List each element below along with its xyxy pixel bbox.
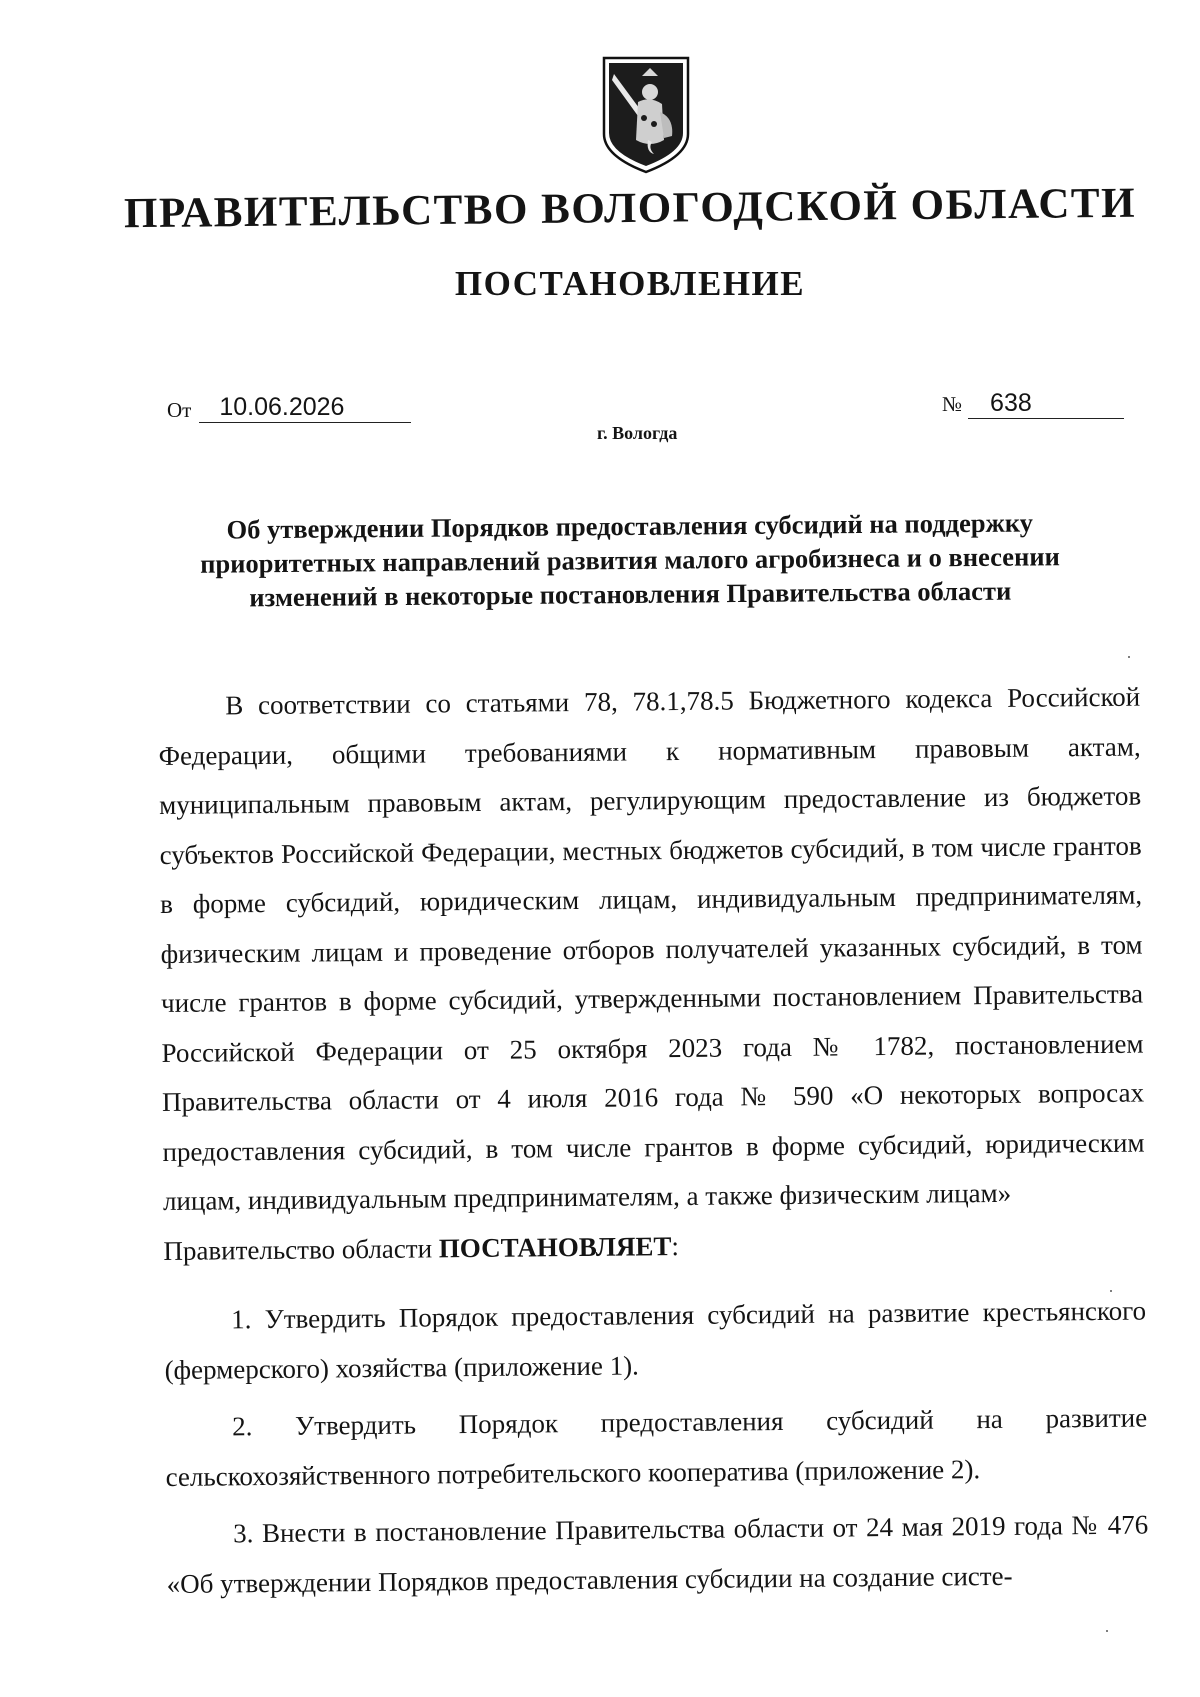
number-value: 638 bbox=[968, 388, 1124, 419]
scan-speck bbox=[1110, 1290, 1112, 1292]
date-field bbox=[167, 392, 411, 423]
resolves-suffix: : bbox=[671, 1230, 680, 1261]
government-title: ПРАВИТЕЛЬСТВО ВОЛОГОДСКОЙ ОБЛАСТИ bbox=[123, 179, 1137, 238]
item-2-paragraph: 2. Утвердить Порядок предоставления субсидий на развитие сельскохозяйственного потребительского кооператива (приложение 2). bbox=[165, 1402, 1148, 1492]
resolves-word: ПОСТАНОВЛЯЕТ bbox=[438, 1230, 672, 1263]
date-value: 10.06.2026 bbox=[199, 392, 411, 423]
scan-speck bbox=[1128, 656, 1130, 658]
document-body bbox=[158, 673, 1149, 1609]
number-label: № bbox=[942, 392, 963, 416]
item-1-paragraph: 1. Утвердить Порядок предоставления субсидий на развитие крестьянского (фермерского) хозяйства (приложение 1). bbox=[164, 1295, 1147, 1385]
document-subject: Об утверждении Порядков предоставления субсидий на поддержку приоритетных направлений развития малого агробизнеса и о внесении изменений в некоторые постановления Правительства области bbox=[200, 507, 1060, 613]
resolves-prefix: Правительство области bbox=[163, 1232, 439, 1266]
resolves-paragraph bbox=[163, 1217, 1145, 1276]
coat-of-arms-emblem bbox=[598, 52, 694, 174]
date-label: От bbox=[167, 398, 192, 422]
number-field bbox=[942, 388, 1124, 419]
document-type: ПОСТАНОВЛЕНИЕ bbox=[454, 264, 806, 303]
scan-speck bbox=[1106, 1630, 1108, 1632]
item-3-paragraph: 3. Внести в постановление Правительства области от 24 мая 2019 года № 476 «Об утверждении Порядков предоставления субсидии на создание систе- bbox=[166, 1509, 1149, 1599]
city-label: г. Вологда bbox=[597, 423, 678, 443]
preamble-paragraph: В соответствии со статьями 78, 78.1,78.5 Бюджетного кодекса Российской Федерации, общими требованиями к нормативным правовым актам, муниципальным правовым актам, регулирующим предоставление из бюджетов субъектов Российской Федерации, местных бюджетов субсидий, в том числе грантов в форме субсидий, юридическим лицам, индивидуальным предпринимателям, физическим лицам и проведение отборов получателей указанных субсидий, в том числе грантов в форме субсидий, утвержденными постановлением Правительства Российской Федерации от 25 октября 2023 года № 1782, постановлением Правительства области от 4 июля 2016 года № 590 «О некоторых вопросах предоставления субсидий, в том числе грантов в форме субсидий, юридическим лицам, индивидуальным предпринимателям, а также физическим лицам» bbox=[158, 681, 1145, 1216]
